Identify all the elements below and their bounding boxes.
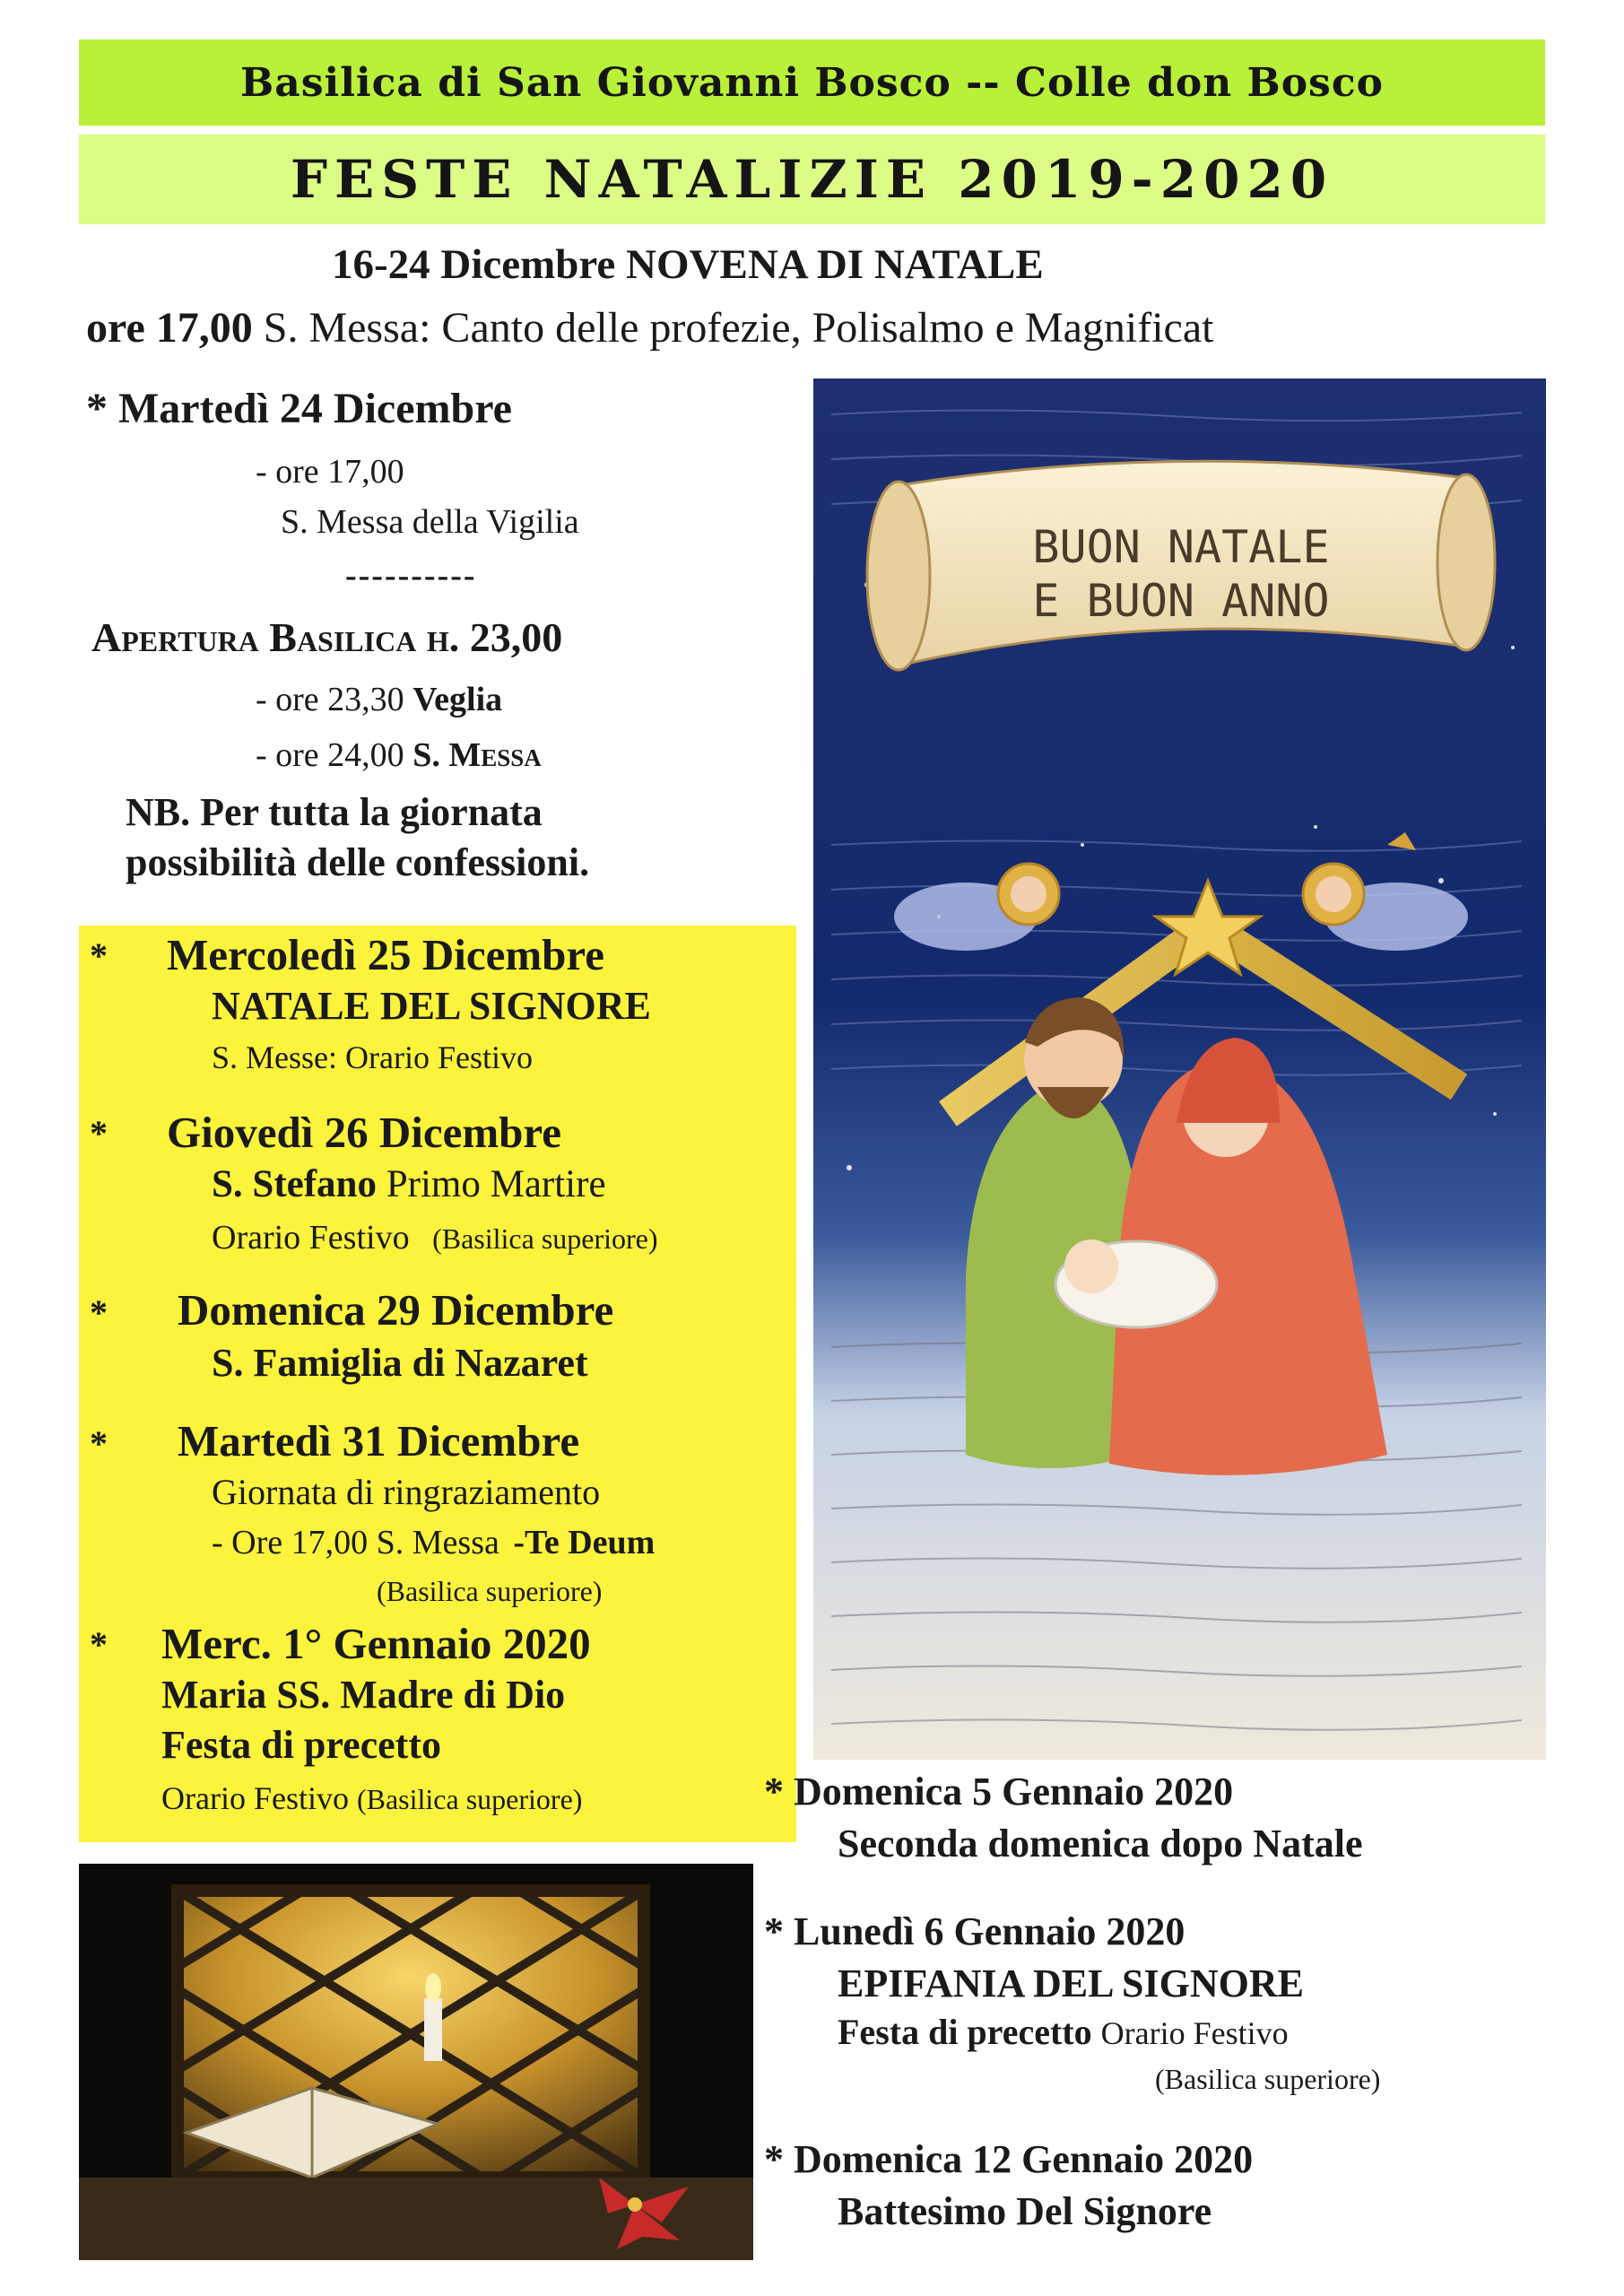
basilica-title: Basilica di San Giovanni Bosco -- Colle don Bosco [240, 59, 1384, 106]
novena-desc: S. Messa: Canto delle profezie, Polisalmo e Magnificat [263, 304, 1214, 352]
event-29-title: S. Famiglia di Nazaret [212, 1341, 588, 1385]
bullet-star: * [90, 935, 108, 976]
vigil-mass1: S. Messa della Vigilia [281, 503, 579, 541]
child-figure [1055, 1239, 1217, 1327]
event-jan5-title: Seconda domenica dopo Natale [838, 1822, 1363, 1866]
event-26-title-rest: Primo Martire [386, 1163, 606, 1205]
event-jan1-note: Orario Festivo [161, 1780, 349, 1816]
greeting-line-1: BUON NATALE [1032, 521, 1330, 573]
event-jan1-title1: Maria SS. Madre di Dio [161, 1673, 566, 1717]
event-jan12-title: Battesimo Del Signore [838, 2189, 1212, 2233]
event-jan6-place: (Basilica superiore) [1155, 2063, 1381, 2095]
nativity-card-illustration [813, 378, 1546, 1760]
basilica-opening: Apertura Basilica h. 23,00 [91, 614, 563, 660]
nb-line-1: NB. Per tutta la giornata [126, 790, 543, 834]
event-jan1-title2: Festa di precetto [161, 1723, 441, 1767]
event-31-day: Martedì 31 Dicembre [178, 1416, 580, 1465]
event-25-day: Mercoledì 25 Dicembre [167, 930, 605, 979]
event-26-note: Orario Festivo [212, 1219, 410, 1257]
midnight-mass-line [256, 735, 542, 775]
vigil-divider: ---------- [345, 557, 477, 595]
candle-icon [424, 1998, 442, 2061]
page-title: FESTE NATALIZIE 2019-2020 [290, 149, 1334, 210]
event-31-te-deum: -Te Deum [513, 1524, 656, 1561]
bullet-star: * [90, 1423, 108, 1464]
midnight-mass-label: S. Messa [413, 736, 542, 774]
vigil-time1: - ore 17,00 [256, 453, 404, 491]
novena-line [86, 303, 1214, 352]
vigil-day: * Martedì 24 Dicembre [86, 385, 512, 432]
novena-time: ore 17,00 [86, 304, 253, 352]
header-feste-band [79, 135, 1545, 224]
event-jan5-day: * Domenica 5 Gennaio 2020 [764, 1770, 1234, 1813]
event-jan6-sub: Festa di precetto [838, 2012, 1092, 2052]
event-26-day: Giovedì 26 Dicembre [167, 1108, 562, 1157]
window-candle-illustration [79, 1864, 753, 2260]
nativity-artwork [813, 378, 1546, 1760]
novena-dates: 16-24 Dicembre NOVENA DI NATALE [332, 241, 1044, 288]
event-jan6-note: Orario Festivo [1100, 2015, 1289, 2051]
event-31-note: - Ore 17,00 S. Messa [212, 1524, 499, 1561]
event-31-note-line [212, 1523, 655, 1562]
header-basilica-band [79, 39, 1545, 126]
event-31-title: Giornata di ringraziamento [212, 1472, 601, 1512]
window-artwork [79, 1864, 753, 2260]
veglia-line [256, 680, 502, 719]
greeting-line-2: E BUON ANNO [1032, 575, 1330, 627]
event-25-note: S. Messe: Orario Festivo [212, 1039, 533, 1075]
event-29-day: Domenica 29 Dicembre [178, 1285, 614, 1335]
bullet-star: * [90, 1624, 108, 1665]
veglia-time: - ore 23,30 [256, 681, 404, 718]
event-jan12-day: * Domenica 12 Gennaio 2020 [764, 2137, 1254, 2181]
event-jan6-day: * Lunedì 6 Gennaio 2020 [764, 1909, 1185, 1953]
event-jan1-place: (Basilica superiore) [356, 1783, 583, 1815]
bullet-star: * [90, 1113, 108, 1153]
event-26-note-line [212, 1218, 658, 1257]
event-31-place: (Basilica superiore) [377, 1575, 603, 1607]
midnight-mass-time: - ore 24,00 [256, 736, 404, 774]
event-jan6-title: EPIFANIA DEL SIGNORE [838, 1961, 1304, 2005]
event-jan1-note-line [161, 1779, 582, 1817]
veglia-label: Veglia [413, 681, 503, 718]
event-26-place: (Basilica superiore) [432, 1222, 658, 1255]
bullet-star: * [90, 1292, 108, 1333]
event-jan1-day: Merc. 1° Gennaio 2020 [161, 1619, 591, 1668]
event-jan6-sub-line [838, 2011, 1289, 2053]
event-26-title-bold: S. Stefano [212, 1163, 377, 1205]
event-25-title: NATALE DEL SIGNORE [212, 984, 651, 1028]
event-26-title [212, 1162, 606, 1206]
nb-line-2: possibilità delle confessioni. [126, 840, 590, 884]
